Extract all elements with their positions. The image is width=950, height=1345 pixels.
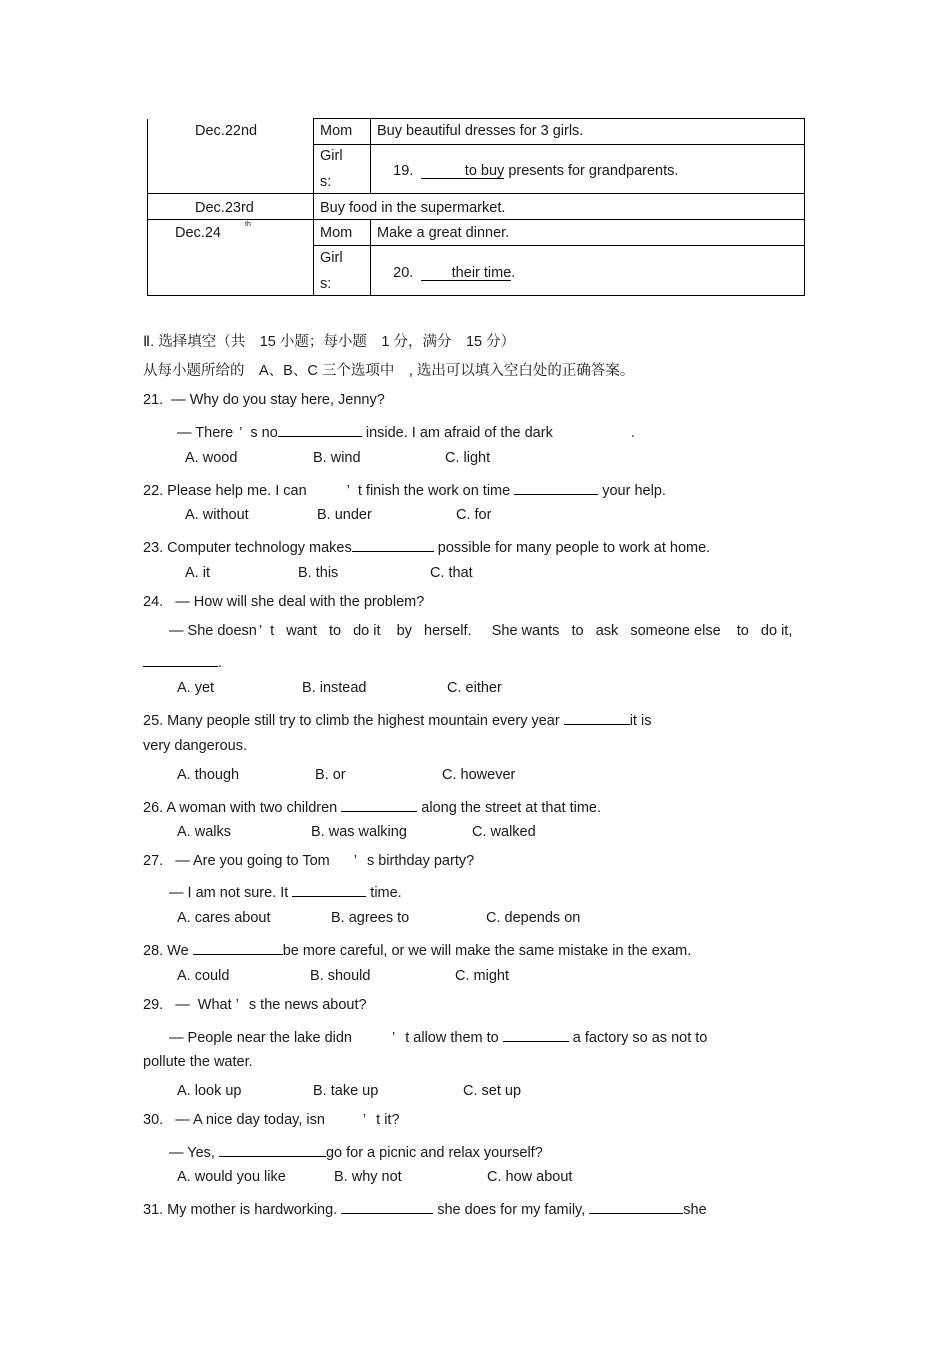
text: — There (177, 425, 234, 441)
text: s the news about? (248, 997, 367, 1013)
question-27-line-2 (169, 882, 402, 901)
question-24-line-2 (169, 624, 792, 639)
text: inside. I am afraid of the dark (361, 425, 553, 441)
text: ’ (362, 1112, 367, 1128)
text: 25. Many people still try to climb the highest mountain every year (143, 713, 560, 729)
text: be more careful, or we will make the same mistake in the exam. (282, 943, 692, 959)
answer-blank[interactable] (278, 422, 362, 437)
who-cell: Mom (320, 225, 353, 241)
who-cell: Girl (320, 250, 343, 266)
answer-blank (421, 164, 504, 179)
option-a: A. wood (185, 450, 238, 466)
answer-blank[interactable] (564, 710, 630, 725)
option-a: A. could (177, 968, 230, 984)
text: . (218, 655, 223, 671)
question-30 (143, 1113, 400, 1128)
option-a: A. yet (177, 680, 215, 696)
text: she does for my family, (433, 1202, 586, 1218)
option-b: B. under (317, 507, 372, 523)
table-row-divider-1 (313, 144, 805, 145)
option-b: B. wind (313, 450, 361, 466)
option-b: B. instead (302, 680, 367, 696)
question-29-line-3: pollute the water. (143, 1054, 253, 1070)
date-cell: Dec.24 (175, 225, 221, 241)
option-a: A. though (177, 767, 240, 783)
text: ’ (353, 853, 357, 869)
blank-text: their time (451, 264, 512, 281)
table-row-divider-3 (147, 219, 805, 220)
text: your help. (598, 483, 666, 499)
option-b: B. was walking (311, 824, 407, 840)
blank-text: to buy (464, 162, 505, 179)
table-border-left (147, 119, 148, 296)
question-28 (143, 940, 691, 959)
text: 22. Please help me. I can (143, 483, 307, 499)
table-border-top (313, 118, 805, 119)
text: possible for many people to work at home. (433, 540, 711, 556)
question-23 (143, 537, 710, 556)
answer-blank[interactable] (193, 940, 283, 955)
who-cell: s: (320, 174, 332, 190)
option-a: A. would you like (177, 1169, 286, 1185)
option-c: C. depends on (486, 910, 581, 926)
answer-blank[interactable] (589, 1199, 683, 1214)
question-25 (143, 710, 651, 729)
text: 27. — Are you going to Tom (143, 853, 330, 869)
option-a: A. look up (177, 1083, 242, 1099)
task-cell: Buy beautiful dresses for 3 girls. (377, 123, 584, 139)
answer-blank[interactable] (292, 882, 366, 897)
text: t it? (376, 1112, 400, 1128)
text: she (683, 1202, 707, 1218)
question-22 (143, 480, 666, 499)
option-b: B. should (310, 968, 371, 984)
item-number: 20. (393, 264, 414, 281)
text: s birthday party? (366, 853, 475, 869)
option-a: A. cares about (177, 910, 271, 926)
text: ’ (239, 425, 243, 441)
answer-blank[interactable] (143, 652, 218, 667)
option-c: C. how about (487, 1169, 573, 1185)
question-29-line-2 (169, 1027, 707, 1046)
option-b: B. agrees to (331, 910, 410, 926)
who-cell: s: (320, 276, 332, 292)
question-24-line-3 (143, 652, 222, 671)
option-c: C. might (455, 968, 509, 984)
text: 23. Computer technology makes (143, 540, 352, 556)
option-b: B. or (315, 767, 346, 783)
table-row-divider-4 (313, 245, 805, 246)
option-c: C. walked (472, 824, 536, 840)
section-title: Ⅱ. 选择填空（共 15 小题；每小题 1 分，满分 15 分） (143, 334, 516, 350)
question-26 (143, 797, 601, 816)
text: — People near the lake didn (169, 1030, 352, 1046)
text: — I am not sure. It (169, 885, 289, 901)
text: it is (629, 713, 652, 729)
option-c: C. for (456, 507, 492, 523)
text: — Yes, (169, 1145, 215, 1161)
option-a: A. without (185, 507, 249, 523)
answer-blank[interactable] (341, 1199, 433, 1214)
date-cell: Dec.23rd (195, 200, 254, 216)
question-27 (143, 854, 474, 869)
task-cell: Buy food in the supermarket. (320, 200, 506, 216)
answer-blank[interactable] (503, 1027, 569, 1042)
option-c: C. however (442, 767, 516, 783)
who-cell: Girl (320, 148, 343, 164)
date-superscript: th (245, 221, 251, 228)
option-b: B. why not (334, 1169, 402, 1185)
answer-blank[interactable] (219, 1142, 326, 1157)
table-col-divider-2b (370, 220, 371, 296)
option-c: C. that (430, 565, 473, 581)
section-instruction: 从每小题所给的 A、B、C 三个选项中 , 选出可以填入空白处的正确答案。 (143, 363, 635, 379)
text: t allow them to (405, 1030, 499, 1046)
question-24: 24. — How will she deal with the problem? (143, 594, 425, 610)
answer-blank[interactable] (514, 480, 598, 495)
text: 29. — What (143, 997, 232, 1013)
text: t want to do it by herself. She wants to ask someone else to do it, (270, 623, 793, 639)
option-a: A. it (185, 565, 210, 581)
text: along the street at that time. (417, 800, 602, 816)
task-cell (377, 149, 678, 193)
option-c: C. set up (463, 1083, 522, 1099)
who-cell: Mom (320, 123, 353, 139)
text: 28. We (143, 943, 189, 959)
table-row-divider-2 (147, 193, 805, 194)
text: time. (366, 885, 402, 901)
text: go for a picnic and relax yourself? (325, 1145, 543, 1161)
text: s no (250, 425, 278, 441)
question-31 (143, 1199, 707, 1218)
text: ’ (392, 1030, 396, 1046)
answer-blank (421, 266, 511, 281)
table-border-bottom (147, 295, 805, 296)
text: ’ (235, 997, 239, 1013)
date-cell: Dec.22nd (195, 123, 258, 139)
task-text: presents for grandparents. (504, 162, 679, 179)
option-a: A. walks (177, 824, 231, 840)
table-col-divider-2a (370, 118, 371, 194)
question-21-line-2 (177, 422, 635, 441)
text: 30. — A nice day today, isn (143, 1112, 325, 1128)
question-21: 21. — Why do you stay here, Jenny? (143, 392, 385, 408)
task-cell: Make a great dinner. (377, 225, 510, 241)
question-30-line-2 (169, 1142, 543, 1161)
text: ’ (346, 483, 350, 499)
text: . (630, 425, 635, 441)
option-b: B. this (298, 565, 339, 581)
option-c: C. light (445, 450, 491, 466)
text: — She doesn (169, 623, 257, 639)
text: 31. My mother is hardworking. (143, 1202, 338, 1218)
answer-blank[interactable] (352, 537, 434, 552)
answer-blank[interactable] (341, 797, 417, 812)
question-25-line-2: very dangerous. (143, 738, 247, 754)
option-c: C. either (447, 680, 502, 696)
text: ’ (258, 623, 263, 639)
text: a factory so as not to (568, 1030, 708, 1046)
item-number: 19. (393, 162, 414, 179)
question-29 (143, 998, 367, 1013)
text: t finish the work on time (357, 483, 511, 499)
text: 26. A woman with two children (143, 800, 338, 816)
task-cell (377, 251, 515, 295)
option-b: B. take up (313, 1083, 379, 1099)
task-text: . (511, 264, 516, 281)
